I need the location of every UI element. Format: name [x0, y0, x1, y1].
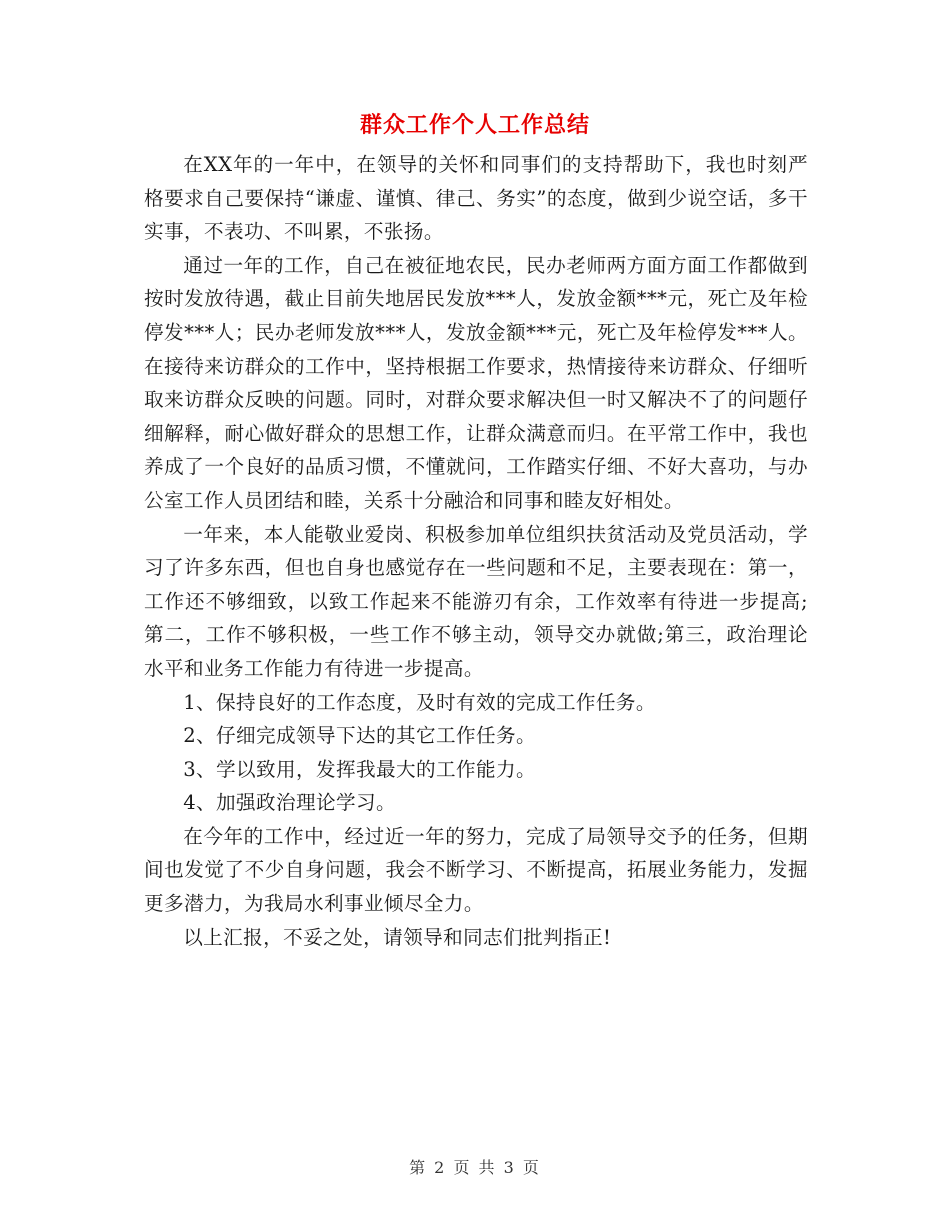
document-title: 群众工作个人工作总结	[359, 113, 590, 138]
paragraph-intro: 在XX年的一年中，在领导的关怀和同事们的支持帮助下，我也时刻严格要求自己要保持“谦虚、谨慎、律己、务实”的态度，做到少说空话，多干实事，不表功、不叫累，不张扬。	[144, 153, 808, 244]
page-number: 第 2 页 共 3 页	[409, 1158, 541, 1177]
paragraph-work-summary: 通过一年的工作，自己在被征地农民，民办老师两方面方面工作都做到按时发放待遇，截止目前失地居民发放***人，发放金额***元，死亡及年检停发***人；民办老师发放***人，发放金额***元，死亡及年检停发***人。在接待来访群众的工作中，坚持根据工作要求，热情接待来访群众、仔细听取来访群众反映的问题。同时，对群众要求解决但一时又解决不了的问题仔细解释，耐心做好群众的思想工作，让群众满意而归。在平常工作中，我也养成了一个良好的品质习惯，不懂就问，工作踏实仔细、不好大喜功，与办公室工作人员团结和睦，关系十分融洽和同事和睦友好相处。	[144, 253, 808, 512]
paragraph-outlook: 在今年的工作中，经过近一年的努力，完成了局领导交予的任务，但期间也发觉了不少自身问题，我会不断学习、不断提高，拓展业务能力，发掘更多潜力，为我局水利事业倾尽全力。	[144, 824, 808, 916]
list-item-goal-3: 3、学以致用，发挥我最大的工作能力。	[183, 757, 536, 781]
list-item-goal-4: 4、加强政治理论学习。	[183, 791, 396, 815]
list-item-goal-1: 1、保持良好的工作态度，及时有效的完成工作任务。	[183, 690, 656, 714]
list-item-goal-2: 2、仔细完成领导下达的其它工作任务。	[183, 724, 536, 748]
paragraph-closing: 以上汇报，不妥之处，请领导和同志们批判指正!	[183, 925, 612, 949]
paragraph-shortcomings: 一年来，本人能敬业爱岗、积极参加单位组织扶贫活动及党员活动，学习了许多东西，但也自身也感觉存在一些问题和不足，主要表现在：第一，工作还不够细致，以致工作起来不能游刃有余，工作效率有待进一步提高;第二，工作不够积极，一些工作不够主动，领导交办就做;第三，政治理论水平和业务工作能力有待进一步提高。	[144, 522, 808, 680]
document-body	[144, 148, 808, 954]
